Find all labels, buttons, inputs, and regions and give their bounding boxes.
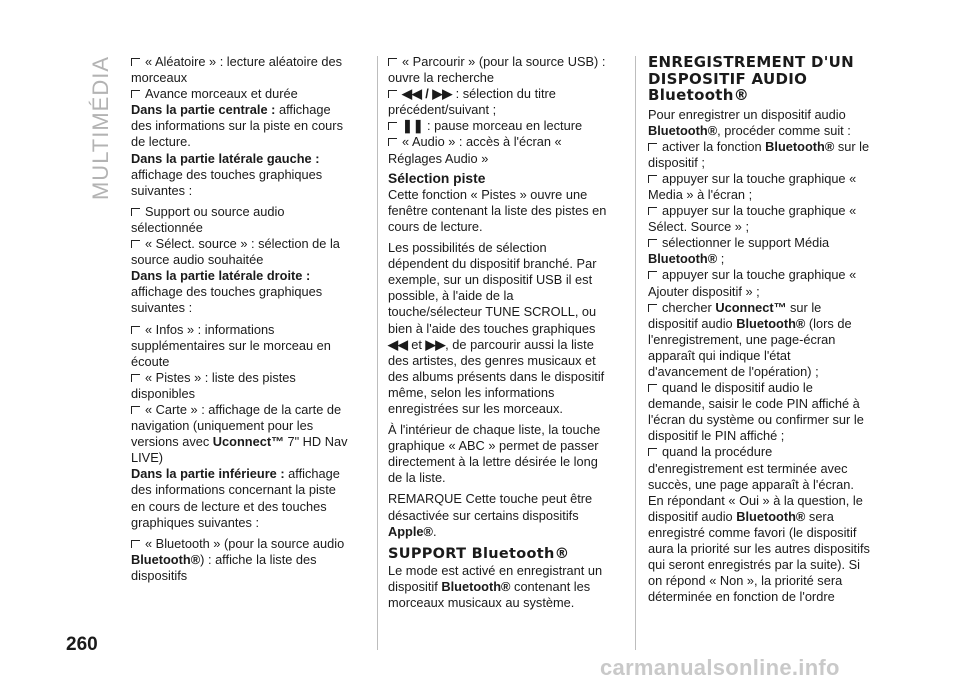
paragraph: Pour enregistrer un dispositif audio Bluetooth®, procéder comme suit : [648,106,851,138]
bullet-icon [131,58,140,66]
bullet-item: « Bluetooth » (pour la source audio Bluetooth®) : affiche la liste des dispositifs [131,535,345,583]
bullet-icon [131,406,140,414]
bullet-icon [648,448,657,456]
bullet-icon [648,271,657,279]
paragraph: Dans la partie inférieure : affichage des informations concernant la piste en cours de lecture et des touches graphiques suivantes : [131,466,340,530]
bullet-icon [131,90,140,98]
prev-next-icon: ◀◀ / ▶▶ [402,86,453,102]
section-side-title: MULTIMÉDIA [88,55,113,201]
bullet-item: sélectionner le support Média Bluetooth® ; [648,235,830,267]
bullet-item: « Carte » : affichage de la carte de navigation (uniquement pour les versions avec Uconnect™ 7" HD Nav LIVE) [131,401,348,466]
bullet-icon [388,58,397,66]
bullet-icon [648,207,657,215]
bullet-icon [648,143,657,151]
bullet-icon [131,240,140,248]
bullet-item: « Infos » : informations supplémentaires sur le morceau en écoute [131,321,331,369]
paragraph: En répondant « Oui » à la question, le dispositif audio Bluetooth® sera enregistré comme favori (le dispositif aura la priorité sur les autres dispositifs qui seront enregistrés par la suite). Si on répond « Non », la priorité sera déterminée en fonction de l'ordre [648,492,870,605]
bullet-icon [648,384,657,392]
bullet-icon [648,304,657,312]
bullet-item: « Sélect. source » : sélection de la source audio souhaitée [131,236,340,268]
bullet-item: « Audio » : accès à l'écran « Réglages Audio » [388,134,562,166]
paragraph: Cette fonction « Pistes » ouvre une fenêtre contenant la liste des pistes en cours de lecture. [388,186,607,234]
paragraph: À l'intérieur de chaque liste, la touche graphique « ABC » permet de passer directement à la lettre désirée le long de la liste. [388,422,601,486]
paragraph: Les possibilités de sélection dépendent du dispositif branché. Par exemple, sur un dispositif USB il est possible, à l'aide de la touche/sélecteur TUNE SCROLL, ou bien à l'aide des touches graphiques ◀◀ et ▶▶, de parcourir aussi la liste des artistes, des genres musicaux et des albums présents dans le dispositif même, selon les informations enregistrées sur les morceaux. [388,240,605,416]
bullet-item: « Parcourir » (pour la source USB) : ouvre la recherche [388,54,606,86]
bullet-item: « Aléatoire » : lecture aléatoire des morceaux [131,54,343,86]
bullet-item: ◀◀ / ▶▶ : sélection du titre précédent/suivant ; [388,86,556,118]
pause-icon: ❚❚ [402,118,424,134]
bullet-item: appuyer sur la touche graphique « Media » à l'écran ; [648,170,857,202]
paragraph: Dans la partie latérale droite : affichage des touches graphiques suivantes : [131,268,323,316]
page-number: 260 [66,634,98,655]
bullet-item: appuyer sur la touche graphique « Ajouter dispositif » ; [648,267,857,299]
bullet-icon [131,208,140,216]
bullet-icon [131,540,140,548]
paragraph: Le mode est activé en enregistrant un dispositif Bluetooth® contenant les morceaux musicaux au système. [388,562,603,610]
paragraph: Dans la partie latérale gauche : affichage des touches graphiques suivantes : [131,150,323,198]
bullet-item: chercher Uconnect™ sur le dispositif audio Bluetooth® (lors de l'enregistrement, une page-écran apparaît qui indique l'état d'avancement de l'opération) ; [648,299,852,379]
next-icon: ▶▶ [425,336,446,352]
bullet-item: Avance morceaux et durée [131,86,353,102]
bullet-item: « Pistes » : liste des pistes disponibles [131,369,296,401]
bullet-icon [388,122,397,130]
previous-icon: ◀◀ [388,336,408,352]
bullet-icon [388,90,397,98]
bullet-item: ❚❚ : pause morceau en lecture [388,118,610,134]
bullet-item: activer la fonction Bluetooth® sur le dispositif ; [648,138,870,170]
bullet-icon [648,175,657,183]
column-divider [635,56,636,650]
bullet-item: quand la procédure d'enregistrement est terminée avec succès, une page apparaît à l'écran. [648,444,854,492]
column-3 [648,54,870,605]
bullet-icon [131,326,140,334]
column-2 [388,54,610,611]
bullet-icon [388,138,397,146]
watermark: carmanualsonline.info [600,655,840,680]
section-heading: ENREGISTREMENT D'UN DISPOSITIF AUDIO Bluetooth® [648,53,854,104]
section-heading: Sélection piste [388,170,486,186]
bullet-item: appuyer sur la touche graphique « Sélect. Source » ; [648,203,857,235]
column-divider [377,56,378,650]
paragraph: Dans la partie centrale : affichage des informations sur la piste en cours de lecture. [131,102,343,150]
bullet-item: quand le dispositif audio le demande, saisir le code PIN affiché à l'écran du système ou confirmer sur le dispositif le PIN affiché ; [648,380,864,444]
section-heading: SUPPORT Bluetooth® [388,545,570,562]
bullet-icon [648,239,657,247]
bullet-icon [131,374,140,382]
column-1 [131,54,353,584]
paragraph: REMARQUE Cette touche peut être désactivée sur certains dispositifs Apple®. [388,491,593,539]
bullet-item: Support ou source audio sélectionnée [131,203,285,235]
